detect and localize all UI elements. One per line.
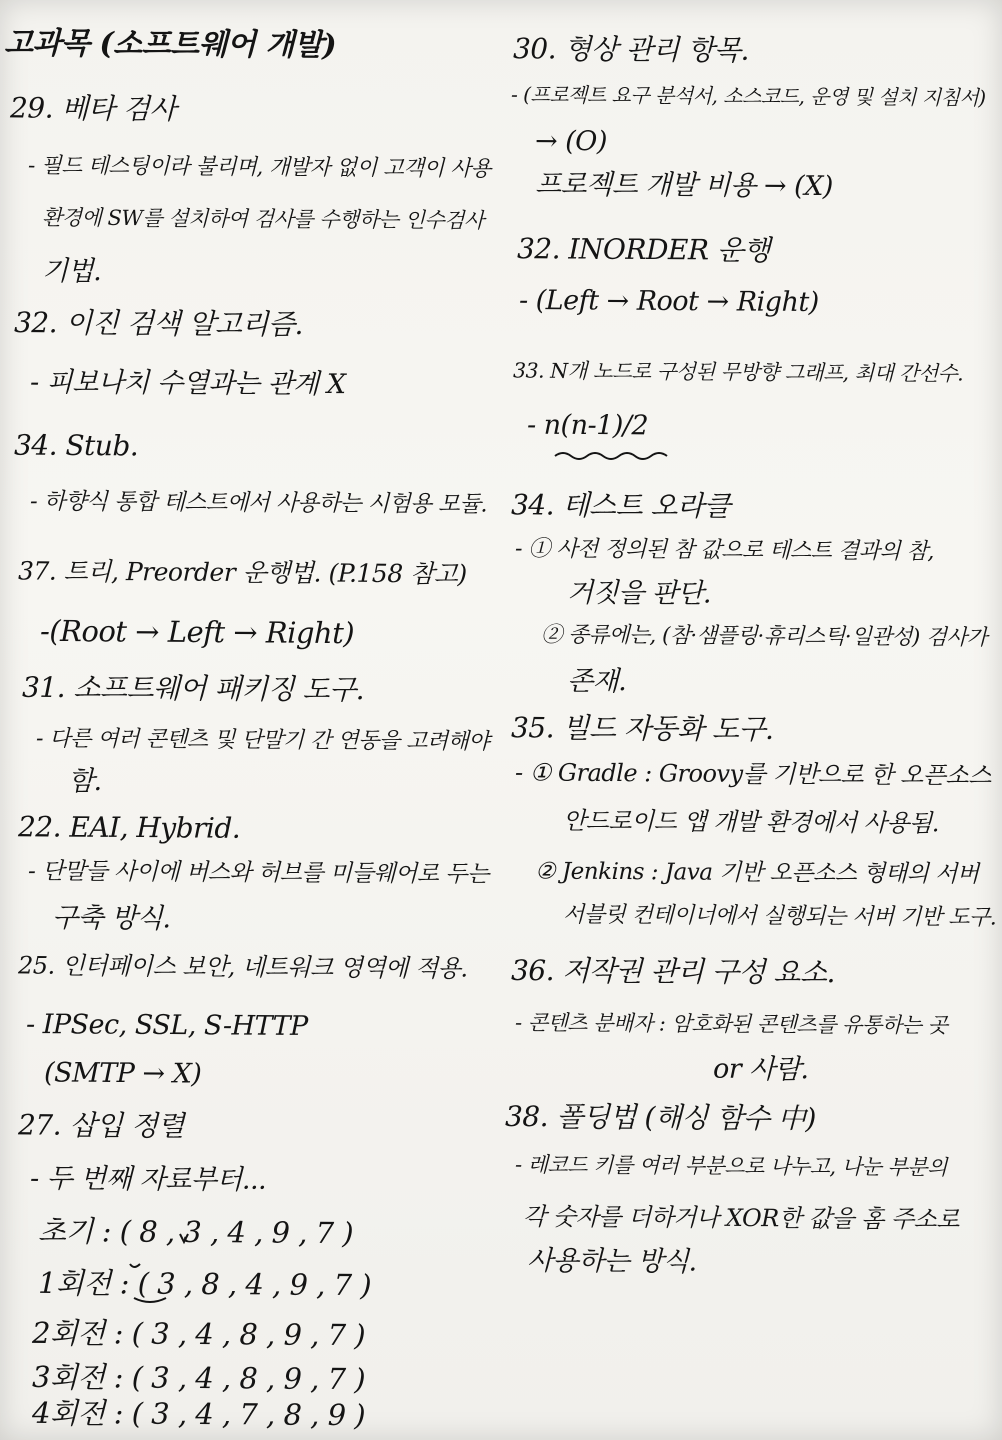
note-line: or 사람. [712, 1053, 809, 1086]
note-line: 환경에 SW를 설치하여 검사를 수행하는 인수검사 [41, 205, 484, 233]
note-line: - 콘텐츠 분배자 : 암호화된 콘텐츠를 유통하는 곳 [514, 1010, 948, 1038]
sort-step: 1회전 : ( 3 , 8 , 4 , 9 , 7 ) [37, 1265, 372, 1303]
note-line: - 필드 테스팅이라 불리며, 개발자 없이 고객이 사용 [27, 153, 491, 182]
note-heading: 30. 형상 관리 항목. [512, 32, 750, 67]
note-line: 거짓을 판단. [566, 577, 712, 610]
note-heading: 34. Stub. [13, 428, 139, 463]
swap-arc-1 [130, 1290, 250, 1310]
note-heading: 27. 삽입 정렬 [17, 1108, 185, 1143]
note-heading: 33. N개 노드로 구성된 무방향 그래프, 최대 간선수. [512, 358, 964, 386]
sort-step: 4회전 : ( 3 , 4 , 7 , 8 , 9 ) [31, 1395, 366, 1433]
note-heading: 32. INORDER 운행 [516, 232, 771, 267]
note-line: ② 종류에는, (참·샘플링·휴리스틱·일관성) 검사가 [540, 622, 988, 651]
note-line: - n(n-1)/2 [526, 409, 649, 442]
note-line: → (O) [534, 125, 608, 158]
note-line: - (Left → Root → Right) [518, 284, 819, 319]
note-line: - IPSec, SSL, S-HTTP [25, 1009, 308, 1042]
note-line: 사용하는 방식. [526, 1245, 697, 1278]
note-line: - 두 번째 자료부터... [29, 1163, 267, 1196]
emphasis-squiggle [553, 448, 683, 464]
note-line: - (프로젝트 요구 분석서, 소스코드, 운영 및 설치 지침서) [510, 82, 986, 110]
note-line: - 다른 여러 콘텐츠 및 단말기 간 연동을 고려해야 [35, 726, 490, 755]
sort-step: 3회전 : ( 3 , 4 , 8 , 9 , 7 ) [31, 1359, 366, 1397]
sort-step: 초기 : ( 8 , 3 , 4 , 9 , 7 ) [37, 1213, 354, 1251]
note-line: - ① 사전 정의된 참 값으로 테스트 결과의 참, [514, 536, 934, 565]
note-line: 구축 방식. [51, 902, 171, 935]
note-line: 프로젝트 개발 비용 → (X) [534, 168, 834, 203]
note-heading: 29. 베타 검사 [9, 91, 177, 126]
note-heading: 38. 폴딩법 (해싱 함수 中) [504, 1099, 816, 1136]
note-line: 서블릿 컨테이너에서 실행되는 서버 기반 도구. [562, 902, 997, 931]
note-line: - 단말들 사이에 버스와 허브를 미들웨어로 두는 [27, 858, 489, 888]
sort-step: 2회전 : ( 3 , 4 , 8 , 9 , 7 ) [31, 1315, 366, 1353]
note-line: 기법. [41, 255, 102, 288]
note-line: -(Root → Left → Right) [39, 613, 355, 651]
note-line: - 레코드 키를 여러 부분으로 나누고, 나눈 부분의 [514, 1152, 948, 1180]
note-heading: 35. 빌드 자동화 도구. [510, 711, 774, 746]
note-line: 안드로이드 앱 개발 환경에서 사용됨. [562, 806, 939, 838]
note-line: - 피보나치 수열과는 관계 X [29, 366, 346, 401]
note-line: ② Jenkins : Java 기반 오픈소스 형태의 서버 [534, 858, 979, 888]
note-line: 함. [67, 765, 102, 798]
note-heading: 31. 소프트웨어 패키징 도구. [21, 670, 365, 707]
note-line: - 하향식 통합 테스트에서 사용하는 시험용 모듈. [29, 488, 488, 518]
insertion-marks [120, 1230, 300, 1290]
page-heading: 고과목 (소프트웨어 개발) [3, 25, 337, 64]
note-line: 각 숫자를 더하거나 XOR한 값을 홈 주소로 [522, 1202, 960, 1234]
note-heading: 32. 이진 검색 알고리즘. [13, 305, 304, 342]
note-line: (SMTP → X) [43, 1057, 202, 1090]
note-heading: 34. 테스트 오라클 [510, 488, 731, 523]
note-heading: 22. EAI, Hybrid. [17, 810, 241, 845]
note-heading: 37. 트리, Preorder 운행법. (P.158 참고) [17, 556, 467, 589]
note-line: 존재. [566, 665, 627, 698]
note-line: - ① Gradle : Groovy를 기반으로 한 오픈소스 [514, 758, 991, 790]
note-heading: 25. 인터페이스 보안, 네트워크 영역에 적용. [17, 951, 468, 983]
note-heading: 36. 저작권 관리 구성 요소. [510, 953, 836, 990]
